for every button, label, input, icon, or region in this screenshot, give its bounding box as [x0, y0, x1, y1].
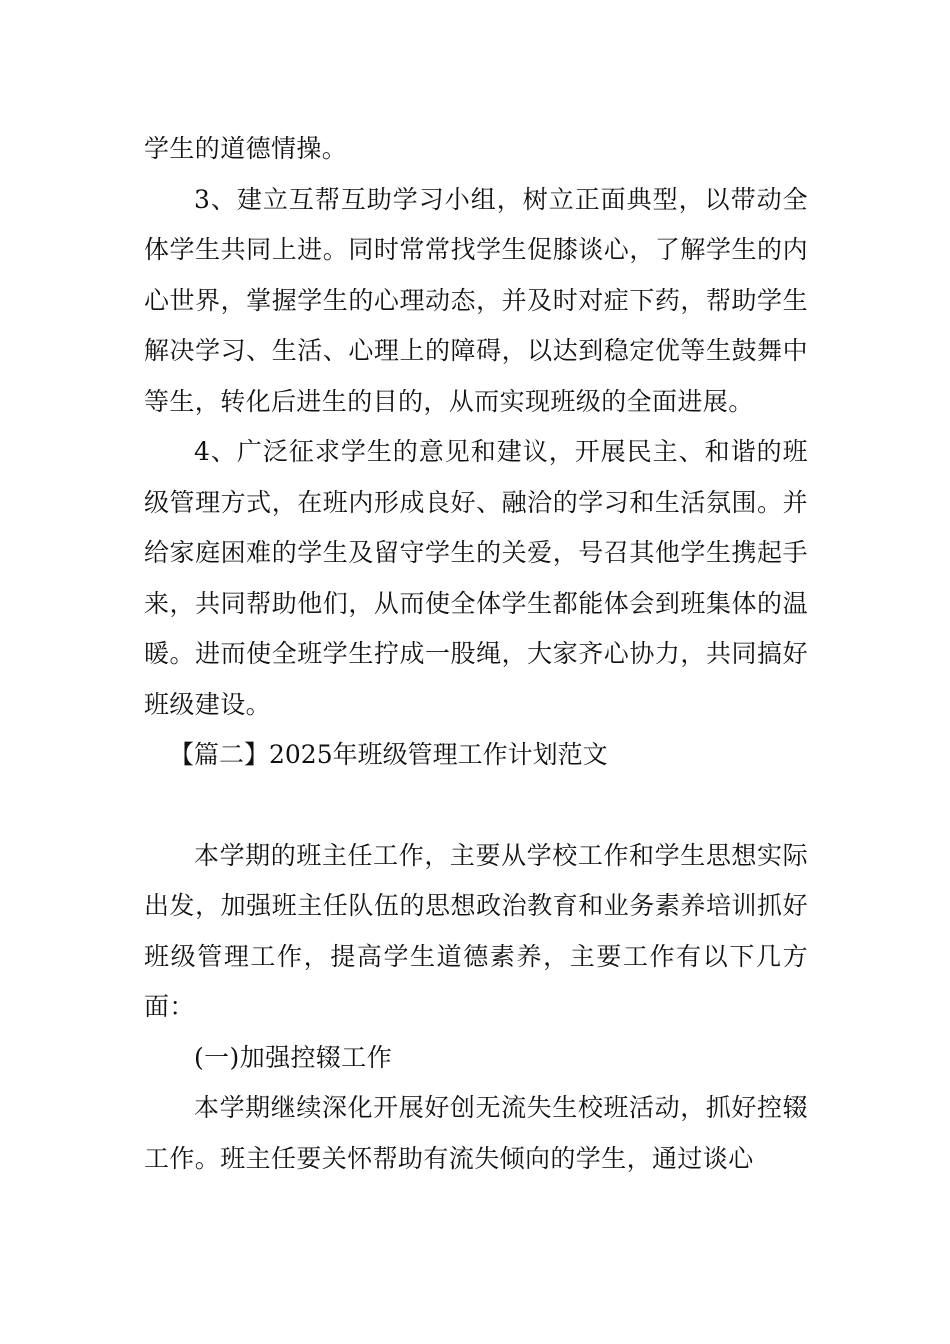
paragraph-intro: 本学期的班主任工作，主要从学校工作和学生思想实际出发，加强班主任队伍的思想政治教育和业务素养培训抓好班级管理工作，提高学生道德素养，主要工作有以下几方面：	[144, 840, 808, 1021]
blank-line	[144, 781, 808, 831]
paragraph-continuation: 学生的道德情操。	[144, 134, 348, 163]
paragraph-control-dropout: 本学期继续深化开展好创无流失生校班活动，抓好控辍工作。班主任要关怀帮助有流失倾向的学生，通过谈心	[144, 1093, 808, 1173]
paragraph-item-4: 4、广泛征求学生的意见和建议，开展民主、和谐的班级管理方式，在班内形成良好、融洽的学习和生活氛围。并给家庭困难的学生及留守学生的关爱，号召其他学生携起手来，共同帮助他们，从而使全体学生都能体会到班集体的温暖。进而使全班学生拧成一股绳，大家齐心协力，共同搞好班级建设。	[144, 437, 808, 719]
paragraph-item-3: 3、建立互帮互助学习小组，树立正面典型，以带动全体学生共同上进。同时常常找学生促膝谈心，了解学生的内心世界，掌握学生的心理动态，并及时对症下药，帮助学生解决学习、生活、心理上的障碍，以达到稳定优等生鼓舞中等生，转化后进生的目的，从而实现班级的全面进展。	[144, 184, 808, 416]
document-page	[144, 124, 808, 1184]
section-title: 【篇二】2025年班级管理工作计划范文	[169, 740, 608, 769]
subheading-control-dropout: (一)加强控辍工作	[194, 1042, 393, 1072]
